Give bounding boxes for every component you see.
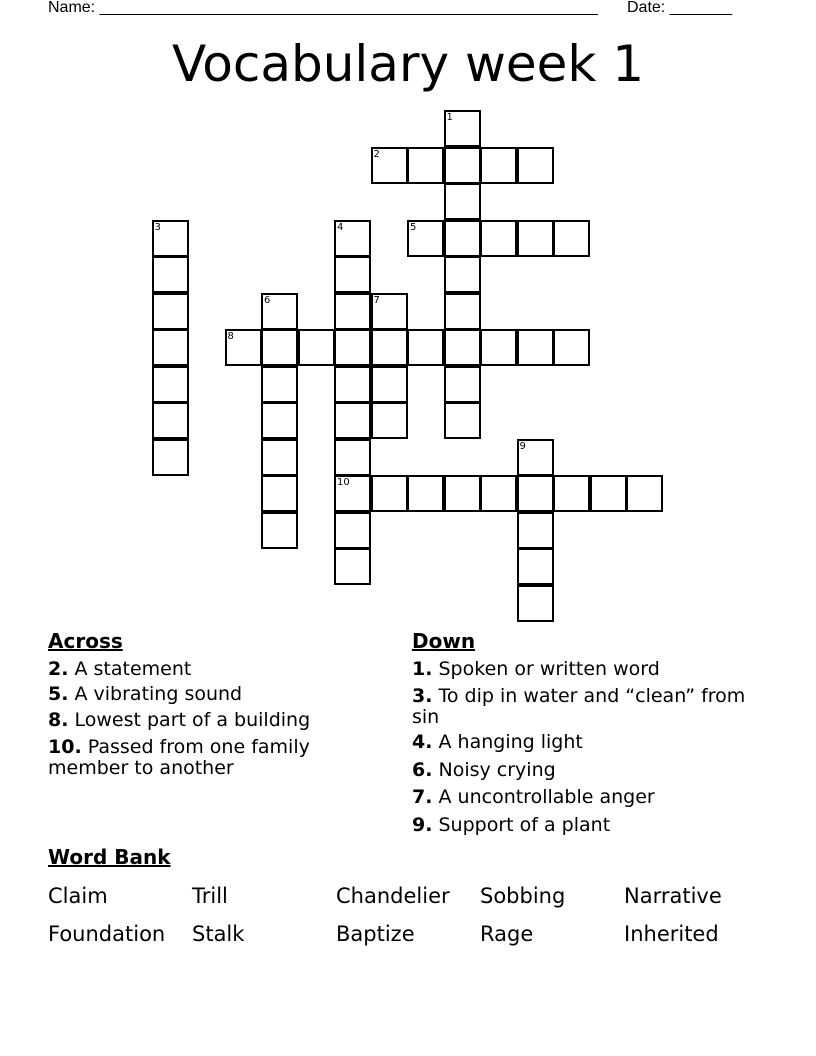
- clue-number: 9: [519, 440, 526, 452]
- grid-cell[interactable]: [407, 475, 444, 512]
- down-clue: 1. Spoken or written word: [412, 658, 660, 680]
- grid-cell[interactable]: [334, 402, 371, 439]
- clue-number: 6: [264, 294, 271, 306]
- grid-cell[interactable]: [371, 475, 408, 512]
- grid-cell[interactable]: [152, 256, 189, 293]
- word-bank-item: Baptize: [336, 922, 415, 946]
- grid-cell[interactable]: [152, 220, 189, 257]
- grid-cell[interactable]: [371, 293, 408, 330]
- clue-number: 5: [410, 221, 417, 233]
- grid-cell[interactable]: [480, 329, 517, 366]
- grid-cell[interactable]: [152, 439, 189, 476]
- grid-cell[interactable]: [152, 293, 189, 330]
- grid-cell[interactable]: [261, 475, 298, 512]
- grid-cell[interactable]: [444, 183, 481, 220]
- grid-cell[interactable]: [517, 585, 554, 622]
- down-clue: 3. To dip in water and “clean” from sin: [412, 685, 746, 728]
- word-bank-heading: Word Bank: [48, 845, 171, 869]
- word-bank-item: Foundation: [48, 922, 166, 946]
- grid-cell[interactable]: [444, 147, 481, 184]
- grid-cell[interactable]: [371, 147, 408, 184]
- clue-number: 8: [227, 331, 234, 342]
- grid-cell[interactable]: [225, 329, 262, 366]
- grid-cell[interactable]: [261, 402, 298, 439]
- clue-number: 10: [337, 477, 350, 488]
- grid-cell[interactable]: [517, 220, 554, 257]
- grid-cell[interactable]: [334, 220, 371, 257]
- grid-cell[interactable]: [334, 439, 371, 476]
- word-bank-item: Sobbing: [480, 884, 566, 908]
- grid-cell[interactable]: [261, 439, 298, 476]
- clue-number: 1: [446, 112, 453, 123]
- grid-cell[interactable]: [334, 329, 371, 366]
- grid-cell[interactable]: [444, 256, 481, 293]
- down-clue: 6. Noisy crying: [412, 759, 556, 781]
- clue-number: 4: [337, 221, 344, 233]
- grid-cell[interactable]: [152, 329, 189, 366]
- grid-cell[interactable]: [334, 475, 371, 512]
- grid-cell[interactable]: [517, 147, 554, 184]
- grid-cell[interactable]: [261, 366, 298, 403]
- grid-cell[interactable]: [298, 329, 335, 366]
- across-clue: 10. Passed from one family member to another: [48, 736, 310, 779]
- grid-cell[interactable]: [444, 402, 481, 439]
- grid-cell[interactable]: [407, 147, 444, 184]
- across-clue: 5. A vibrating sound: [48, 683, 243, 705]
- grid-cell[interactable]: [334, 256, 371, 293]
- grid-cell[interactable]: [152, 366, 189, 403]
- word-bank-item: Chandelier: [336, 884, 450, 908]
- grid-cell[interactable]: [517, 475, 554, 512]
- down-clue: 9. Support of a plant: [412, 814, 611, 836]
- grid-cell[interactable]: [444, 110, 481, 147]
- grid-cell[interactable]: [152, 402, 189, 439]
- grid-cell[interactable]: [517, 548, 554, 585]
- word-bank-item: Narrative: [624, 884, 722, 908]
- grid-cell[interactable]: [261, 293, 298, 330]
- grid-cell[interactable]: [590, 475, 627, 512]
- word-bank-item: Stalk: [192, 922, 245, 946]
- grid-cell[interactable]: [444, 475, 481, 512]
- grid-cell[interactable]: [444, 220, 481, 257]
- grid-cell[interactable]: [334, 366, 371, 403]
- grid-cell[interactable]: [626, 475, 663, 512]
- grid-cell[interactable]: [517, 329, 554, 366]
- grid-cell[interactable]: [480, 147, 517, 184]
- across-clue: 8. Lowest part of a building: [48, 709, 311, 731]
- across-heading: Across: [48, 629, 123, 653]
- clue-number: 2: [373, 148, 380, 160]
- grid-cell[interactable]: [371, 402, 408, 439]
- grid-cell[interactable]: [444, 293, 481, 330]
- grid-cell[interactable]: [334, 548, 371, 585]
- grid-cell[interactable]: [480, 475, 517, 512]
- grid-cell[interactable]: [444, 329, 481, 366]
- page-title: Vocabulary week 1: [171, 35, 645, 93]
- grid-cell[interactable]: [553, 220, 590, 257]
- date-field[interactable]: Date: _______: [627, 0, 732, 16]
- grid-cell[interactable]: [261, 512, 298, 549]
- grid-cell[interactable]: [334, 293, 371, 330]
- down-heading: Down: [412, 629, 476, 653]
- grid-cell[interactable]: [261, 329, 298, 366]
- down-clue: 7. A uncontrollable anger: [412, 786, 655, 808]
- grid-cell[interactable]: [371, 366, 408, 403]
- grid-cell[interactable]: [407, 220, 444, 257]
- word-bank-item: Rage: [480, 922, 534, 946]
- grid-cell[interactable]: [480, 220, 517, 257]
- grid-cell[interactable]: [517, 512, 554, 549]
- grid-cell[interactable]: [553, 475, 590, 512]
- across-clue: 2. A statement: [48, 658, 192, 680]
- clue-number: 3: [154, 221, 161, 233]
- clue-number: 7: [373, 294, 380, 306]
- grid-cell[interactable]: [334, 512, 371, 549]
- grid-cell[interactable]: [407, 329, 444, 366]
- grid-cell[interactable]: [517, 439, 554, 476]
- word-bank-item: Trill: [192, 884, 228, 908]
- word-bank-item: Inherited: [624, 922, 719, 946]
- grid-cell[interactable]: [444, 366, 481, 403]
- grid-cell[interactable]: [371, 329, 408, 366]
- word-bank-item: Claim: [48, 884, 108, 908]
- down-clue: 4. A hanging light: [412, 731, 583, 753]
- name-field[interactable]: Name: ________________________________________________________: [48, 0, 598, 16]
- grid-cell[interactable]: [553, 329, 590, 366]
